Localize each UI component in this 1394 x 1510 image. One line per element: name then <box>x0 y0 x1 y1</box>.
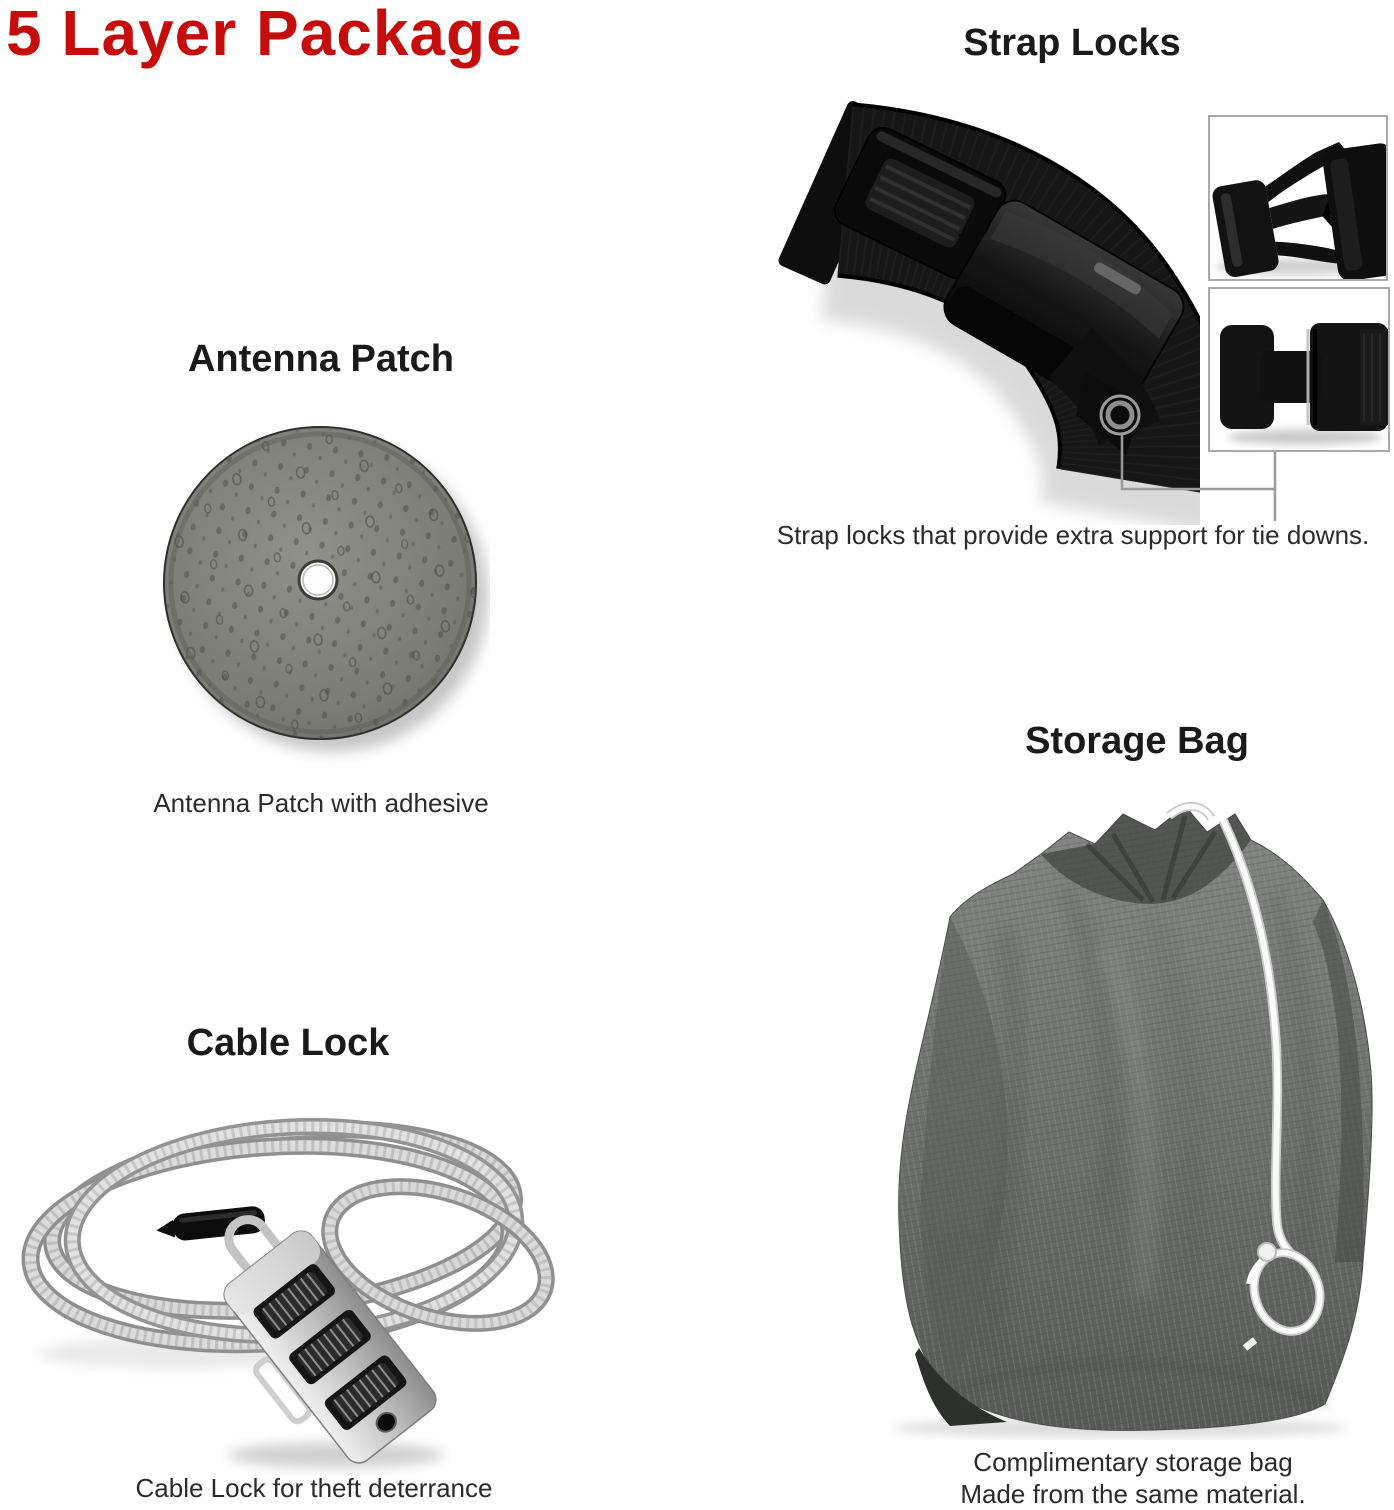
buckle-closed <box>1220 323 1388 431</box>
antenna-patch-heading: Antenna Patch <box>187 338 455 380</box>
strap-locks-heading: Strap Locks <box>963 22 1181 64</box>
cable-sleeve <box>155 1205 266 1243</box>
storage-bag-caption-line1: Complimentary storage bag <box>973 1447 1293 1477</box>
buckle-closed-inset-photo <box>1208 287 1390 452</box>
cable-lock-caption: Cable Lock for theft deterrance <box>135 1473 493 1503</box>
storage-bag-caption-line2: Made from the same material. <box>960 1479 1306 1509</box>
cable-lock-photo <box>18 1085 578 1475</box>
page-title: 5 Layer Package <box>6 0 523 69</box>
buckle-open-inset-photo <box>1208 115 1388 281</box>
antenna-patch-caption: Antenna Patch with adhesive <box>153 788 489 818</box>
storage-bag-caption <box>883 1446 1383 1510</box>
strap-locks-caption: Strap locks that provide extra support for tie downs. <box>776 520 1370 550</box>
center-hole <box>299 561 337 599</box>
storage-bag-photo <box>855 792 1394 1440</box>
lock-shadow <box>228 1442 444 1468</box>
storage-bag-heading: Storage Bag <box>1025 720 1249 762</box>
cable-lock-heading: Cable Lock <box>186 1022 390 1064</box>
antenna-patch-photo <box>150 418 490 770</box>
cord-knot <box>1258 1243 1276 1261</box>
